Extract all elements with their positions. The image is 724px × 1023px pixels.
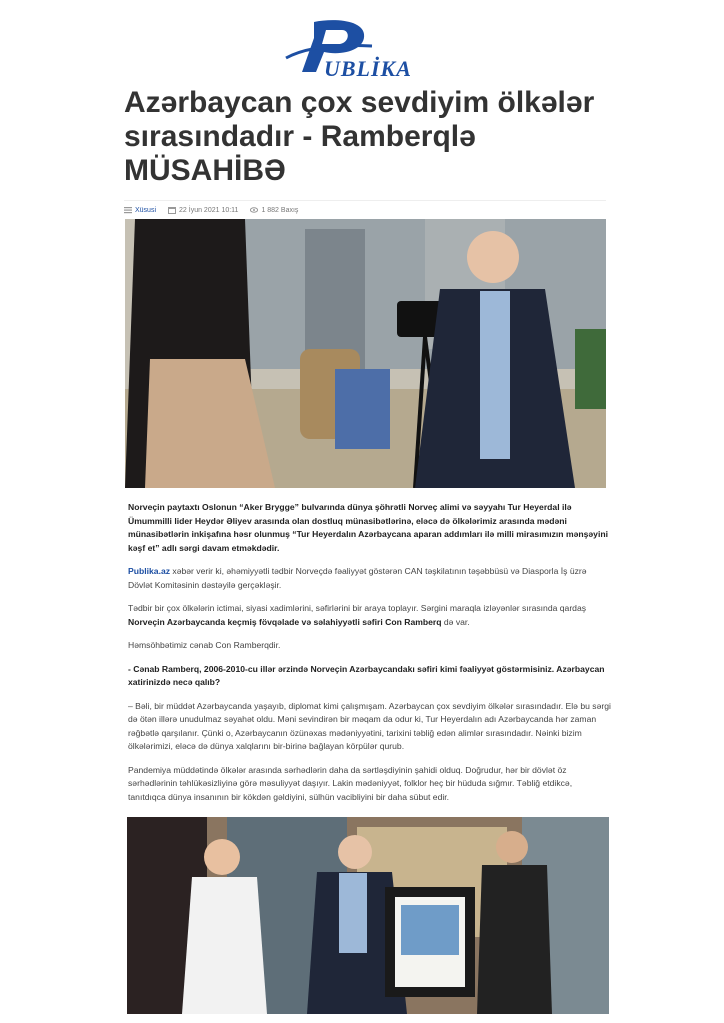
interview-photo bbox=[125, 219, 606, 488]
paragraph-2: Tədbir bir çox ölkələrin ictimai, siyasi xadimlərini, səfirlərini bir araya toplayır. Sərgini maraqla izləyənlər sırasında qardaş Norveçin Azərbaycanda keçmiş fövqəlade və səlahiyyətli səfiri Con Ramberq də var. bbox=[128, 603, 587, 627]
calendar-icon bbox=[168, 206, 176, 214]
interview-answer-1: – Bəli, bir müddət Azərbaycanda yaşayıb, diplomat kimi çalışmışam. Azərbaycan çox sevdiyim ölkələr sırasındadır. Elə bu sərgi də ötən illərə unudulmaz səyahət oldu. Məni sevindirən bir məqam da odur ki, Tur Heyerdalın adı Azərbaycanda hər zaman rəğbətlə qarşılanır. Çünki o, Azərbaycanın özünəxas mədəniyyətini, tarixini təbliğ edən alimlər sırasındadır. Nəinki bizim ölkələrimizi, eləcə də dünya xalqlarını bir-birinə bağlayan körpülər qurub. bbox=[128, 700, 611, 751]
category-icon bbox=[124, 206, 132, 214]
meta-category[interactable] bbox=[124, 206, 156, 214]
publika-logo[interactable] bbox=[284, 18, 444, 81]
meta-date bbox=[168, 206, 238, 214]
views-icon bbox=[250, 206, 258, 214]
article-lead: Norveçin paytaxtı Oslonun “Aker Brygge” bulvarında dünya şöhrətli Norveç alimi və səyyahı Tur Heyerdal ilə Ümummilli lider Heydər Əliyev arasında olan dostluq münasibətlərinə, eləcə də ölkələrimiz arasında mədəni münasibətlərin inkişafına həsr olunmuş “Tur Heyerdalın Azərbaycana aparan addımları ilə milli mirasımızın mənşəyini kəşf et” adlı sərgi davam etməkdədir. bbox=[128, 502, 608, 553]
exhibition-photo bbox=[127, 817, 609, 1014]
publika-link[interactable]: Publika.az bbox=[128, 566, 171, 576]
article-body bbox=[128, 501, 612, 814]
logo-wordmark: UBLİKA bbox=[324, 56, 412, 81]
date-label: 22 İyun 2021 10:11 bbox=[179, 206, 239, 214]
paragraph-3: Həmsöhbətimiz cənab Con Ramberqdir. bbox=[128, 640, 281, 650]
paragraph-1: Publika.az xəbər verir ki, əhəmiyyətli tədbir Norveçdə fəaliyyət göstərən CAN təşkilatının təşəbbüsü və Diasporla İş üzrə Dövlət Komitəsinin dəstəyilə gerçəkləşir. bbox=[128, 566, 587, 590]
views-label: 1 882 Baxış bbox=[261, 206, 299, 214]
meta-views bbox=[250, 206, 298, 214]
article-title: Azərbaycan çox sevdiyim ölkələr sırasındadır - Ramberqlə MÜSAHİBƏ bbox=[124, 86, 595, 187]
article-meta bbox=[124, 200, 606, 219]
category-label: Xüsusi bbox=[135, 206, 157, 214]
ambassador-highlight: Norveçin Azərbaycanda keçmiş fövqəlade və səlahiyyətli səfiri Con Ramberq bbox=[128, 616, 442, 627]
interview-answer-2: Pandemiya müddətində ölkələr arasında sərhədlərin daha da sərtləşdiyinin şahidi olduq. Doğrudur, hər bir dövlət öz sərhədlərinin təhlükəsizliyinə görə məsuliyyət daşıyır. Lakin mədəniyyət, folklor heç bir hüduda sığmır. Təbliğ etdikcə, tanıtdıqca dünya insanının bir kökdən gəldiyini, sülhün vacibliyini bir daha sübut edir. bbox=[128, 764, 573, 802]
interview-question: - Cənab Ramberq, 2006-2010-cu illər ərzində Norveçin Azərbaycandakı səfiri kimi fəaliyyət göstərmisiniz. Azərbaycan xatirinizdə necə qalıb? bbox=[128, 663, 605, 687]
